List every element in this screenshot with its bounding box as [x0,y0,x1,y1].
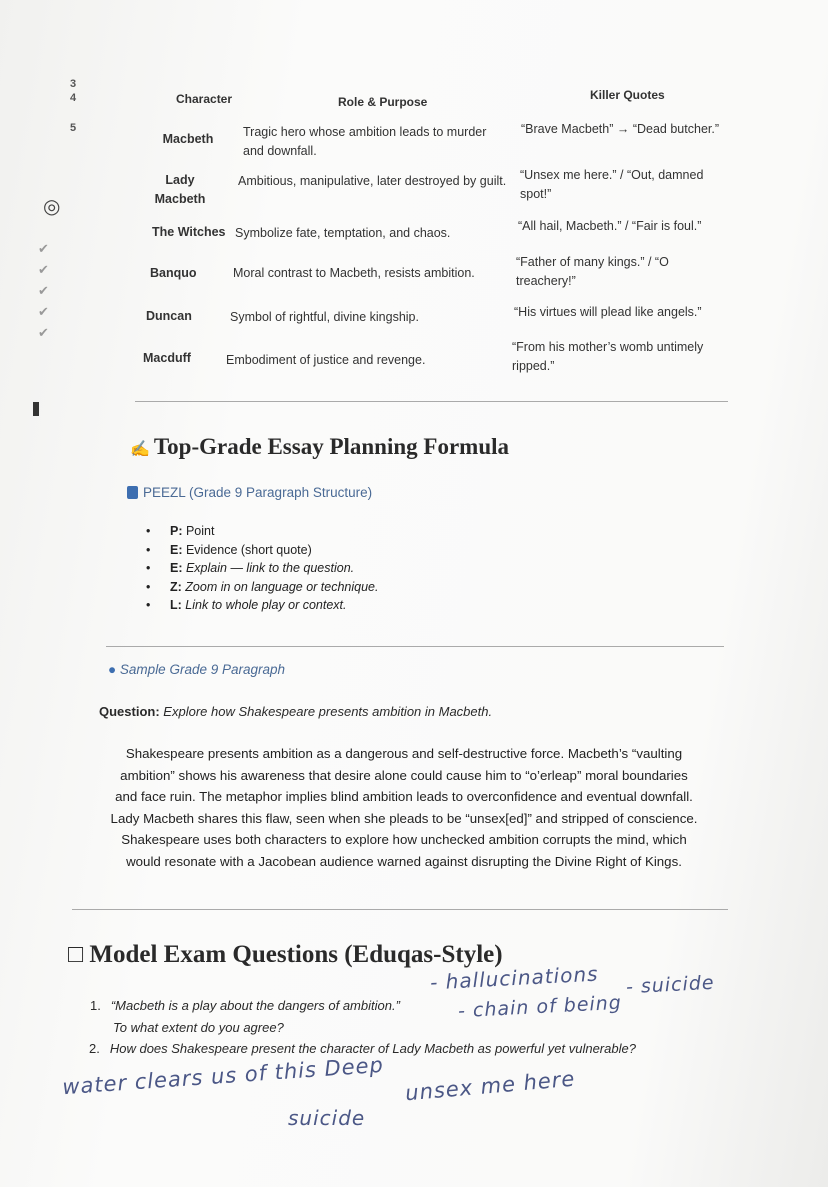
book-icon [127,486,138,499]
check-icon: ✔ [38,304,49,319]
margin-number: 3 [70,78,77,90]
question-text-continued: To what extent do you agree? [113,1020,284,1035]
column-header: Role & Purpose [338,95,428,109]
role-text: Ambitious, manipulative, later destroyed by guilt. [238,174,507,188]
character-name: The Witches [152,225,226,239]
margin-number: 4 [70,92,77,104]
handwritten-note: unsex me here [404,1066,577,1106]
handwritten-note: - hallucinations [429,961,600,995]
exam-heading: □ Model Exam Questions (Eduqas-Style) [68,941,503,968]
sample-heading-text: Sample Grade 9 Paragraph [119,662,286,677]
list-item [146,522,378,541]
handwritten-note: suicide [288,1106,366,1130]
target-icon: ◎ [43,196,61,218]
quote-text: “His virtues will plead like angels.” [514,305,702,319]
quote-text: “Brave Macbeth” → “Dead butcher.” [521,122,719,136]
paragraph-line: would resonate with a Jacobean audience warned against disrupting the Divine Right of Kings. [126,853,682,869]
paragraph-line: Shakespeare presents ambition as a dangerous and self-destructive force. Macbeth’s “vaulting [125,746,683,761]
paragraph-line: Lady Macbeth shares this flaw, seen when she pleads to be “unsex[ed]” and stripped of conscience. [110,810,698,826]
handwritten-note: - suicide [625,971,716,999]
character-name: Lady Macbeth [154,173,206,206]
handwritten-note: - chain of being [457,991,623,1023]
role-text: Embodiment of justice and revenge. [226,353,426,367]
role-text: Symbol of rightful, divine kingship. [230,310,419,324]
essay-heading [130,434,509,460]
paragraph-line: and face ruin. The metaphor implies blind ambition leads to overconfidence and eventual downfall. [115,789,693,804]
item-key: E: [170,542,183,557]
character-name: Macduff [143,351,191,365]
quote-text: “All hail, Macbeth.” / “Fair is foul.” [518,219,702,233]
margin-numbers [70,77,76,135]
paragraph-line: ambition” shows his awareness that desire alone could cause him to “o’erleap” moral boundaries [120,767,688,783]
question [99,704,492,719]
check-icon: ✔ [38,283,49,298]
check-icons [38,238,49,343]
item-text: Point [182,524,215,538]
check-icon: ✔ [38,325,49,340]
question-text: “Macbeth is a play about the dangers of ambition.” [110,998,400,1013]
item-key: L: [170,598,182,612]
list-item [146,578,378,597]
peezl-heading [127,485,372,500]
character-name: Duncan [146,309,192,323]
role-text: Tragic hero whose ambition leads to murder and downfall. [243,125,487,158]
character-name: Macbeth [162,132,214,146]
divider [106,646,724,647]
item-text: Explain — link to the question. [182,561,355,575]
exam-question-1 [90,998,400,1013]
item-text: Link to whole play or context. [181,598,347,612]
list-item [146,596,378,615]
peezl-list [146,522,378,615]
essay-title: Top-Grade Essay Planning Formula [153,434,509,459]
item-text: Zoom in on language or technique. [181,579,379,594]
column-header: Character [176,92,233,106]
question-text: Explore how Shakespeare presents ambition in Macbeth. [163,704,493,719]
divider [135,401,728,402]
question-label: Question: [99,704,160,719]
handwritten-note: water clears us of this Deep [61,1052,385,1100]
question-number: 1. [90,998,101,1013]
divider [72,909,728,910]
role-text: Moral contrast to Macbeth, resists ambition. [233,266,475,280]
peezl-heading-text: PEEZL (Grade 9 Paragraph Structure) [143,485,373,500]
item-key: Z: [170,579,182,594]
item-key: P: [170,524,183,538]
pencil-icon: ✍ [130,441,154,458]
sample-heading [108,662,285,677]
list-item [146,559,378,578]
paragraph-line: Shakespeare uses both characters to explore how unchecked ambition corrupts the mind, which [121,832,687,847]
item-text: Evidence (short quote) [182,542,312,557]
question-number: 2. [89,1041,100,1056]
list-item [146,541,378,560]
check-icon: ✔ [38,262,49,277]
margin-number: 5 [70,122,77,134]
margin-mark [33,402,39,416]
quote-text: “From his mother’s womb untimely ripped.” [512,340,704,373]
check-icon: ✔ [38,241,49,256]
sample-paragraph [64,743,744,872]
quote-text: “Unsex me here.” / “Out, damned spot!” [520,168,704,201]
character-name: Banquo [150,266,197,280]
question-text: How does Shakespeare present the character of Lady Macbeth as powerful yet vulnerable? [109,1041,636,1056]
role-text: Symbolize fate, temptation, and chaos. [235,226,451,240]
column-header: Killer Quotes [590,88,665,102]
quote-text: “Father of many kings.” / “O treachery!” [516,255,669,288]
lightbulb-icon: ● [108,662,117,677]
item-key: E: [170,561,183,575]
